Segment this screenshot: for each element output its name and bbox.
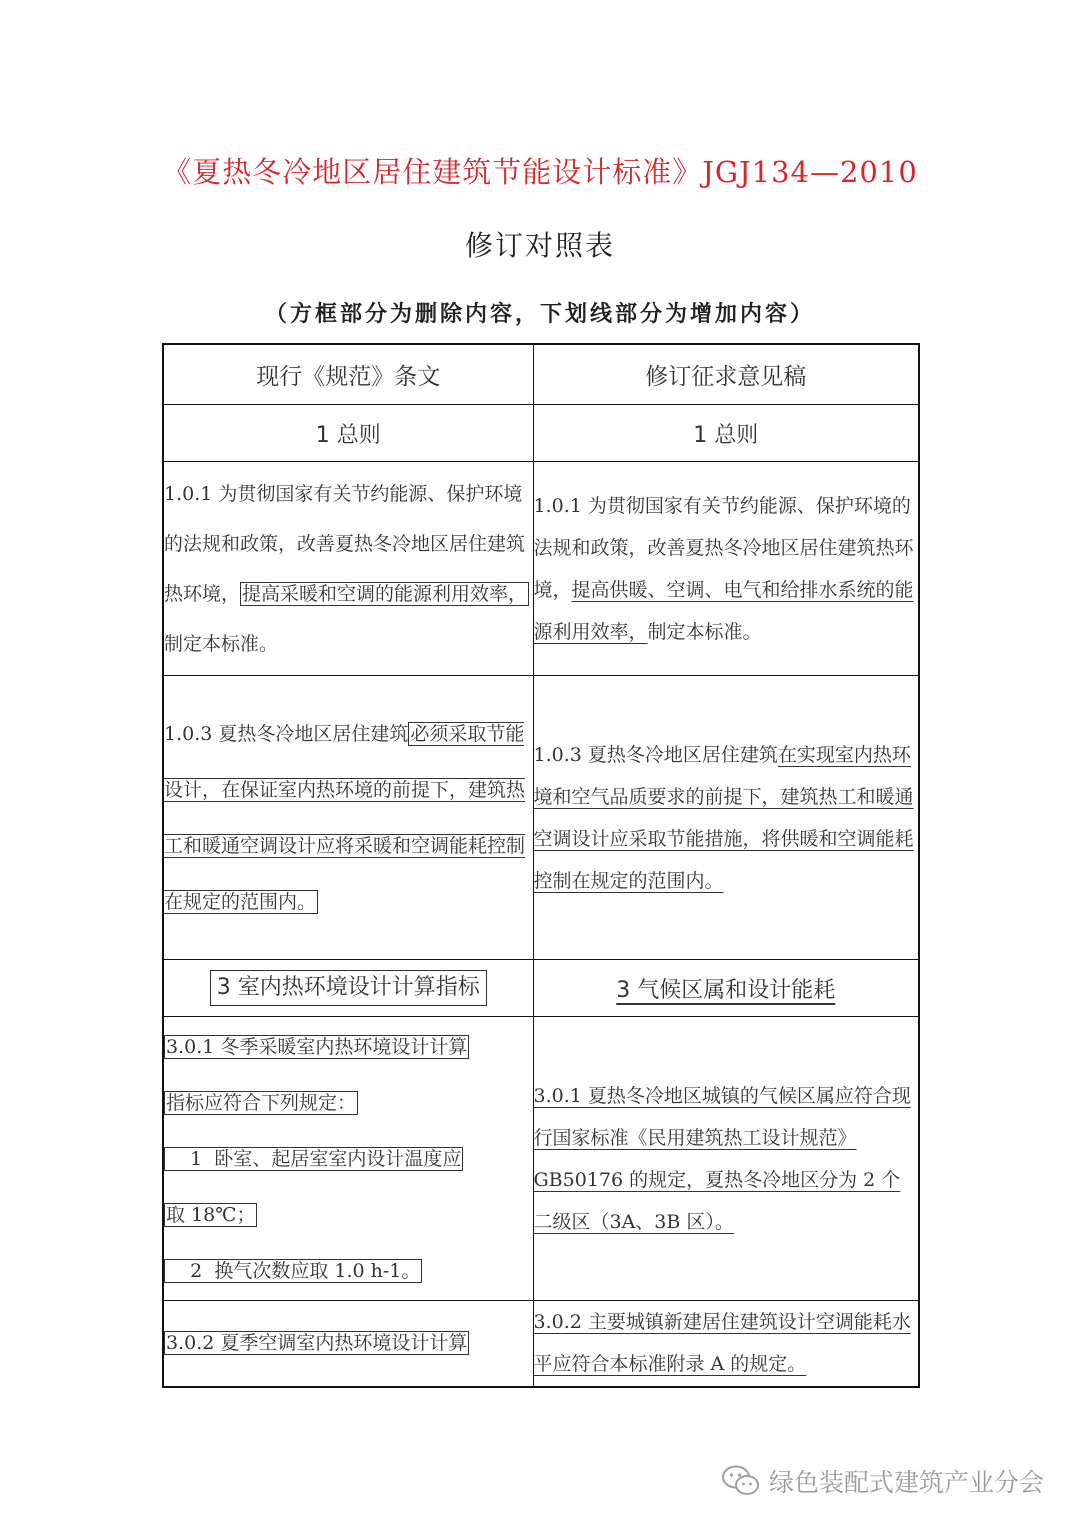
section-current: 1 总则 (163, 405, 533, 462)
clause-text: 1.0.1 为贯彻国家有关节约能源、保护环境的法规和政策，改善夏热冬冷地区居住建筑热环境， (164, 482, 526, 605)
header-current: 现行《规范》条文 (163, 344, 533, 405)
added-text: 3.0.1 夏热冬冷地区城镇的气候区属应符合现行国家标准《民用建筑热工设计规范》GB50176 的规定，夏热冬冷地区分为 2 个二级区（3A、3B 区）。 (533, 1084, 911, 1233)
document-subtitle: 修订对照表 (464, 229, 615, 262)
clause-text: 制定本标准。 (164, 632, 279, 655)
watermark-text: 绿色装配式建筑产业分会 (768, 1468, 1044, 1497)
deleted-text: 指标应符合下列规定： (166, 1091, 357, 1114)
section-row (163, 960, 919, 1017)
deleted-heading: 3 室内热环境设计计算指标 (210, 970, 487, 1006)
deleted-text: 提高采暖和空调的能源利用效率， (242, 582, 528, 605)
wechat-icon (721, 1464, 761, 1498)
comparison-table (162, 343, 920, 1388)
clause-current (163, 462, 533, 676)
added-heading: 3 气候区属和设计能耗 (616, 977, 836, 1003)
clause-revised (533, 1301, 919, 1387)
clause-current (163, 1301, 533, 1387)
watermark (721, 1463, 1044, 1499)
deleted-text: 必须采取节能设计，在保证室内热环境的前提下，建筑热工和暖通空调设计应将采暖和空调能耗控制在规定的范围内。 (164, 722, 526, 913)
header-revised: 修订征求意见稿 (533, 344, 919, 405)
clause-revised (533, 1017, 919, 1301)
deleted-text: 3.0.2 夏季空调室内热环境设计计算 (166, 1332, 468, 1355)
deleted-text: 1 卧室、起居室室内设计温度应 (166, 1147, 462, 1170)
clause-text: 制定本标准。 (647, 620, 762, 643)
section-revised (533, 960, 919, 1017)
section-row (163, 405, 919, 462)
clause-text: 1.0.1 为贯彻国家有关节约能源、保护环境的法规和政策，改善夏热冬冷地区居住建筑热环境， (533, 494, 914, 601)
table-row (163, 462, 919, 676)
table-header-row (163, 344, 919, 405)
table-row (163, 1301, 919, 1387)
section-revised: 1 总则 (533, 405, 919, 462)
added-text: 在实现室内热环境和空气品质要求的前提下，建筑热工和暖通空调设计应采取节能措施，将供暖和空调能耗控制在规定的范围内。 (533, 743, 914, 892)
clause-revised (533, 462, 919, 676)
document-title: 《夏热冬冷地区居住建筑节能设计标准》JGJ134—2010 (162, 155, 918, 189)
clause-revised (533, 676, 919, 960)
deleted-text: 取 18℃； (166, 1203, 256, 1226)
clause-current (163, 1017, 533, 1301)
table-row (163, 676, 919, 960)
table-row (163, 1017, 919, 1301)
added-text: 提高供暖、空调、电气和给排水系统的能源利用效率， (533, 578, 914, 643)
deleted-text: 2 换气次数应取 1.0 h-1。 (166, 1259, 421, 1282)
clause-text: 1.0.3 夏热冬冷地区居住建筑 (164, 722, 409, 745)
added-text: 3.0.2 主要城镇新建居住建筑设计空调能耗水平应符合本标准附录 A 的规定。 (533, 1311, 911, 1376)
clause-current (163, 676, 533, 960)
legend-note: （方框部分为删除内容，下划线部分为增加内容） (264, 302, 815, 327)
clause-text: 1.0.3 夏热冬冷地区居住建筑 (533, 743, 778, 766)
deleted-text: 3.0.1 冬季采暖室内热环境设计计算 (166, 1035, 468, 1058)
section-current (163, 960, 533, 1017)
